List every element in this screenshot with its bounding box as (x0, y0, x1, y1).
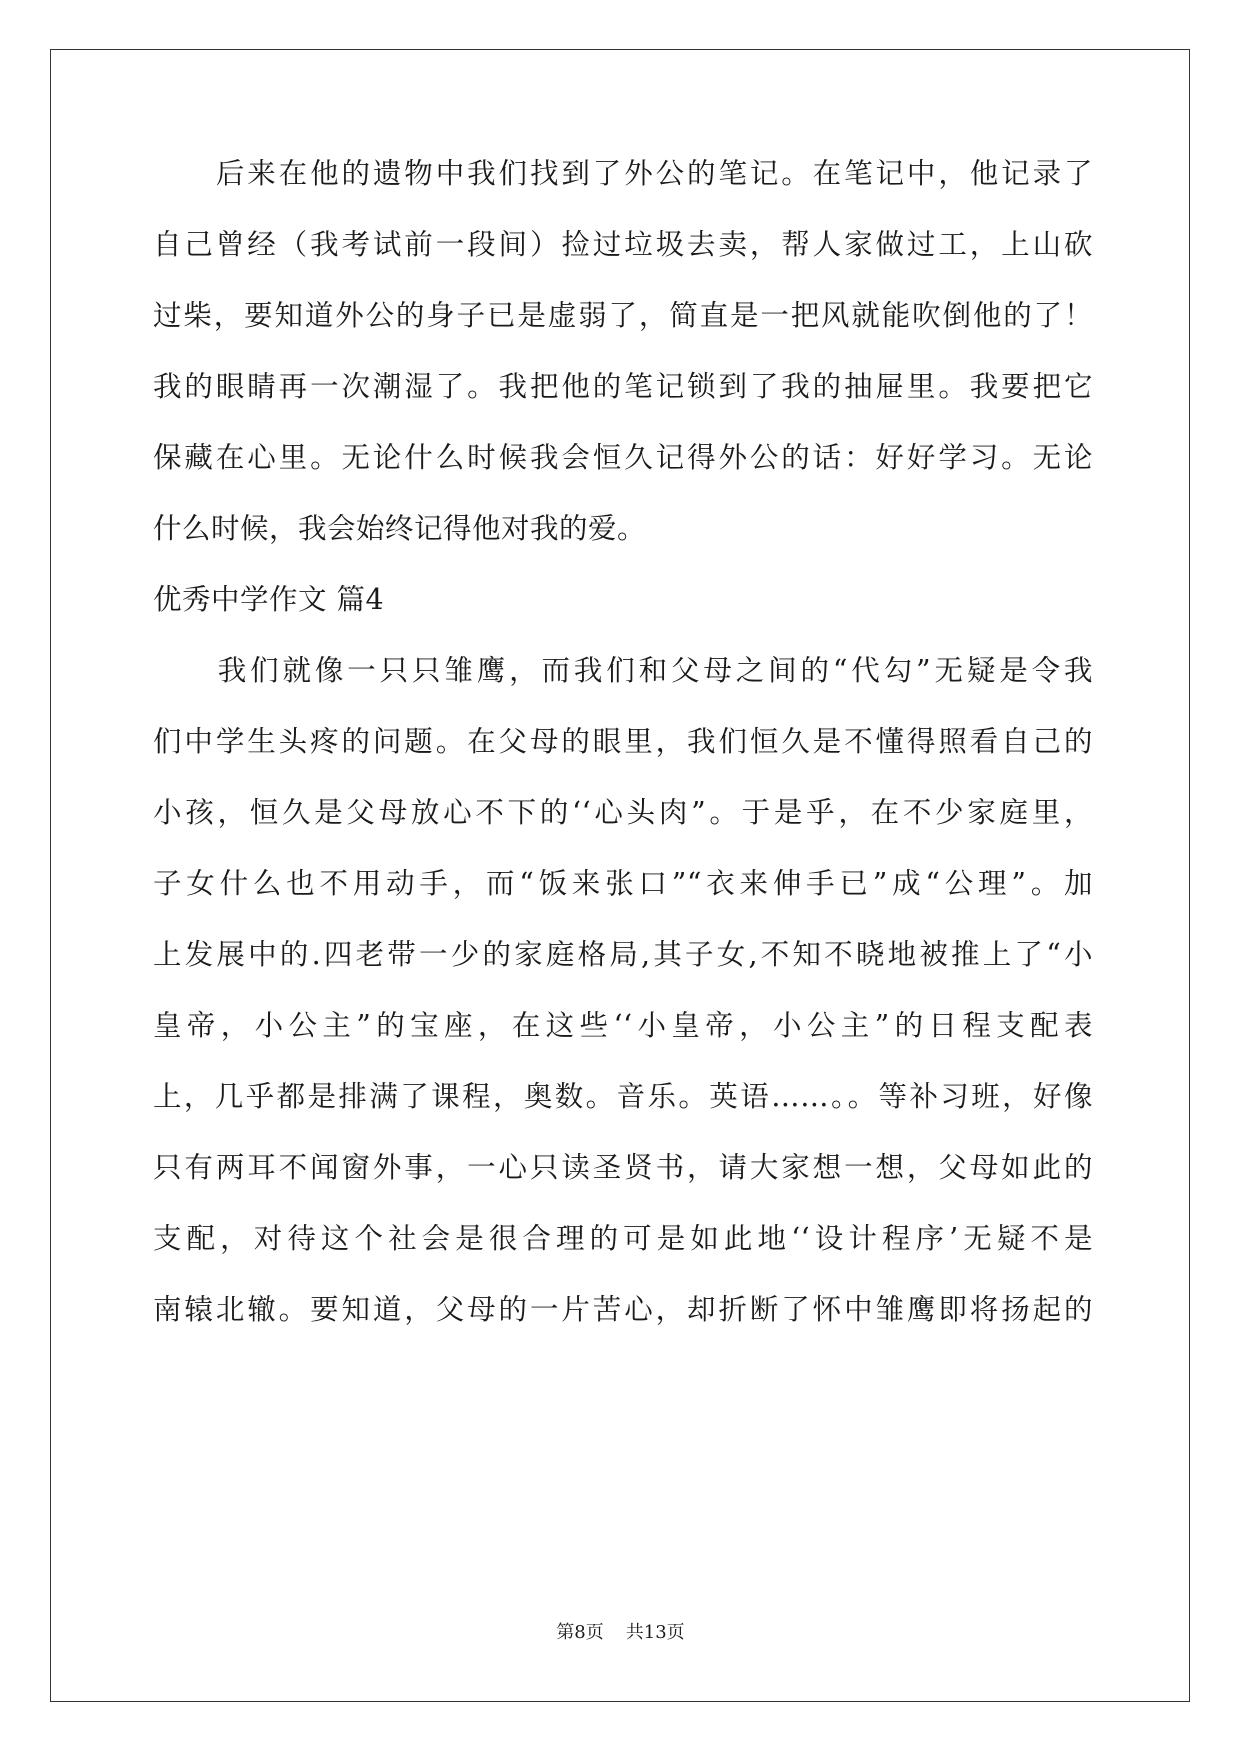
body-text-line: 皇帝，小公主”的宝座，在这些‘‘小皇帝，小公主”的日程支配表 (153, 1009, 1093, 1042)
body-text-line: 保藏在心里。无论什么时候我会恒久记得外公的话：好好学习。无论 (153, 441, 1093, 474)
body-text-line: 只有两耳不闻窗外事，一心只读圣贤书，请大家想一想，父母如此的 (153, 1151, 1093, 1184)
body-text-line: 自己曾经（我考试前一段间）捡过垃圾去卖，帮人家做过工，上山砍 (153, 228, 1093, 261)
body-text-line: 上，几乎都是排满了课程，奥数。音乐。英语……。。等补习班，好像 (153, 1080, 1093, 1113)
page-number: 第8页 (556, 1622, 604, 1643)
body-text-line: 子女什么也不用动手，而“饭来张口”“衣来伸手已”成“公理”。加 (153, 867, 1093, 900)
body-text-line: 后来在他的遗物中我们找到了外公的笔记。在笔记中，他记录了 (153, 157, 1093, 190)
body-text-line: 上发展中的.四老带一少的家庭格局,其子女,不知不晓地被推上了“小 (153, 938, 1093, 971)
body-text-line: 们中学生头疼的问题。在父母的眼里，我们恒久是不懂得照看自己的 (153, 725, 1093, 758)
body-text-line: 什么时候，我会始终记得他对我的爱。 (153, 512, 647, 545)
body-text-line: 小孩，恒久是父母放心不下的‘‘心头肉”。于是乎，在不少家庭里， (153, 796, 1093, 829)
body-text-line: 我的眼睛再一次潮湿了。我把他的笔记锁到了我的抽屉里。我要把它 (153, 370, 1093, 403)
page-total: 共13页 (625, 1622, 685, 1643)
page-footer (0, 1621, 1241, 1645)
section-heading: 优秀中学作文 篇4 (153, 583, 385, 616)
body-text-line: 过柴，要知道外公的身子已是虚弱了，简直是一把风就能吹倒他的了！ (153, 299, 1093, 332)
body-text-line: 支配，对待这个社会是很合理的可是如此地‘‘设计程序’无疑不是 (153, 1222, 1093, 1255)
body-text-line: 南辕北辙。要知道，父母的一片苦心，却折断了怀中雏鹰即将扬起的 (153, 1293, 1093, 1326)
body-text-line: 我们就像一只只雏鹰，而我们和父母之间的“代勾”无疑是令我 (153, 654, 1093, 687)
